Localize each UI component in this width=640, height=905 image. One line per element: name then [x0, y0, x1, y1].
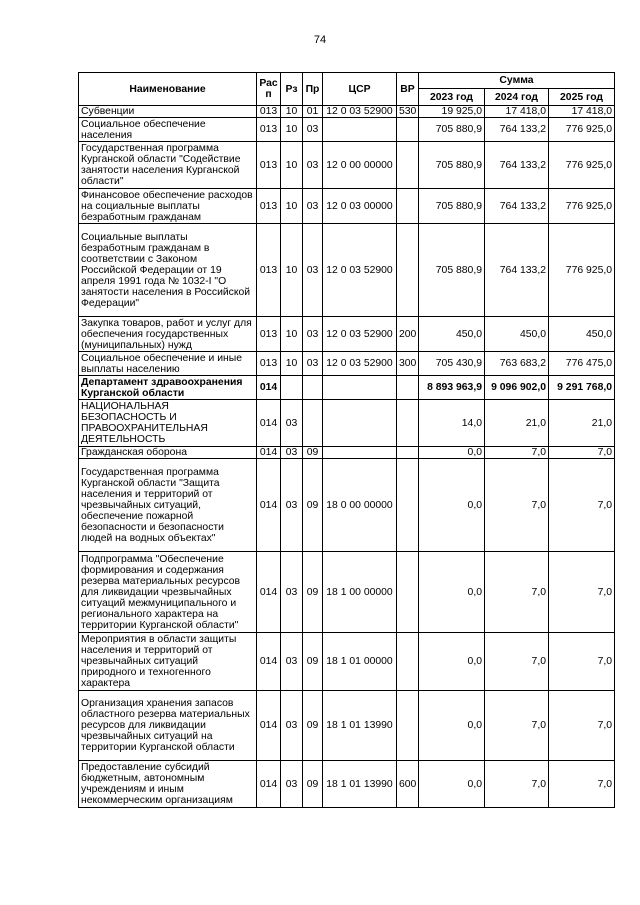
cell-csr: 18 1 01 00000 — [323, 633, 397, 691]
header-sum: Сумма — [419, 73, 615, 89]
cell-2025: 7,0 — [549, 447, 615, 459]
cell-rz: 10 — [281, 106, 303, 118]
cell-2024: 7,0 — [485, 761, 549, 808]
cell-vr: 200 — [397, 317, 419, 352]
cell-2023: 0,0 — [419, 447, 485, 459]
cell-rz: 10 — [281, 118, 303, 142]
cell-pr: 09 — [303, 447, 323, 459]
cell-rz: 03 — [281, 459, 303, 552]
header-vr: ВР — [397, 73, 419, 106]
cell-csr: 12 0 03 52900 — [323, 224, 397, 317]
cell-name: Государственная программа Курганской области "Содействие занятости населения Курганской области" — [79, 142, 257, 189]
cell-csr: 18 1 01 13990 — [323, 761, 397, 808]
cell-2023: 8 893 963,9 — [419, 376, 485, 400]
cell-csr — [323, 118, 397, 142]
cell-rz: 10 — [281, 352, 303, 376]
cell-2025: 776 925,0 — [549, 142, 615, 189]
cell-csr: 18 0 00 00000 — [323, 459, 397, 552]
cell-name: Государственная программа Курганской области "Защита населения и территорий от чрезвычайных ситуаций, обеспечение пожарной безопасности и безопасности людей на водных объектах" — [79, 459, 257, 552]
cell-name: Социальные выплаты безработным гражданам в соответствии с Законом Российской Федерации от 19 апреля 1991 года № 1032-I "О занятости населения в Российской Федерации" — [79, 224, 257, 317]
cell-csr: 12 0 03 52900 — [323, 317, 397, 352]
cell-2024: 764 133,2 — [485, 224, 549, 317]
cell-csr — [323, 400, 397, 447]
table-row — [79, 447, 615, 459]
cell-rz: 03 — [281, 761, 303, 808]
table-row — [79, 691, 615, 761]
cell-ras: 014 — [257, 633, 281, 691]
header-year-2024: 2024 год — [485, 89, 549, 106]
cell-name: Субвенции — [79, 106, 257, 118]
cell-csr: 18 1 01 13990 — [323, 691, 397, 761]
header-name: Наименование — [79, 73, 257, 106]
cell-vr — [397, 633, 419, 691]
table-row — [79, 761, 615, 808]
budget-table — [78, 72, 615, 808]
cell-pr: 09 — [303, 761, 323, 808]
cell-2023: 0,0 — [419, 691, 485, 761]
cell-2023: 705 880,9 — [419, 224, 485, 317]
cell-ras: 013 — [257, 118, 281, 142]
cell-vr — [397, 552, 419, 633]
cell-name: Департамент здравоохранения Курганской области — [79, 376, 257, 400]
table-row — [79, 189, 615, 224]
cell-2025: 7,0 — [549, 552, 615, 633]
cell-pr: 03 — [303, 118, 323, 142]
cell-ras: 013 — [257, 352, 281, 376]
cell-name: Гражданская оборона — [79, 447, 257, 459]
cell-vr — [397, 376, 419, 400]
cell-2025: 21,0 — [549, 400, 615, 447]
cell-rz: 10 — [281, 189, 303, 224]
cell-pr: 03 — [303, 317, 323, 352]
cell-ras: 013 — [257, 142, 281, 189]
table-row — [79, 317, 615, 352]
cell-2023: 705 880,9 — [419, 118, 485, 142]
table-row — [79, 352, 615, 376]
cell-pr: 09 — [303, 552, 323, 633]
cell-csr — [323, 447, 397, 459]
cell-rz: 03 — [281, 400, 303, 447]
cell-vr: 530 — [397, 106, 419, 118]
header-rz: Рз — [281, 73, 303, 106]
cell-csr — [323, 376, 397, 400]
cell-2023: 450,0 — [419, 317, 485, 352]
cell-ras: 014 — [257, 400, 281, 447]
cell-pr: 03 — [303, 224, 323, 317]
table-body — [79, 106, 615, 808]
cell-name: Предоставление субсидий бюджетным, автономным учреждениям и иным некоммерческим организациям — [79, 761, 257, 808]
cell-2023: 705 430,9 — [419, 352, 485, 376]
cell-pr: 09 — [303, 459, 323, 552]
cell-rz: 10 — [281, 142, 303, 189]
cell-2024: 764 133,2 — [485, 118, 549, 142]
cell-pr: 03 — [303, 189, 323, 224]
cell-2024: 764 133,2 — [485, 142, 549, 189]
cell-2024: 450,0 — [485, 317, 549, 352]
cell-pr: 03 — [303, 142, 323, 189]
cell-ras: 014 — [257, 691, 281, 761]
cell-2025: 7,0 — [549, 691, 615, 761]
cell-2024: 7,0 — [485, 633, 549, 691]
header-year-2025: 2025 год — [549, 89, 615, 106]
cell-2025: 776 925,0 — [549, 224, 615, 317]
table-row — [79, 376, 615, 400]
cell-2024: 7,0 — [485, 552, 549, 633]
cell-2024: 7,0 — [485, 459, 549, 552]
cell-2024: 21,0 — [485, 400, 549, 447]
header-ras — [257, 73, 281, 106]
cell-vr — [397, 691, 419, 761]
cell-2025: 17 418,0 — [549, 106, 615, 118]
cell-csr: 18 1 00 00000 — [323, 552, 397, 633]
cell-2024: 9 096 902,0 — [485, 376, 549, 400]
cell-pr: 09 — [303, 633, 323, 691]
cell-name: Социальное обеспечение населения — [79, 118, 257, 142]
cell-vr — [397, 400, 419, 447]
cell-2024: 7,0 — [485, 691, 549, 761]
cell-2023: 705 880,9 — [419, 142, 485, 189]
cell-2025: 776 475,0 — [549, 352, 615, 376]
cell-vr: 600 — [397, 761, 419, 808]
cell-ras: 013 — [257, 106, 281, 118]
cell-rz: 10 — [281, 317, 303, 352]
cell-vr — [397, 118, 419, 142]
header-ras-line1: Рас — [259, 78, 278, 89]
cell-vr — [397, 224, 419, 317]
header-csr: ЦСР — [323, 73, 397, 106]
header-year-2023: 2023 год — [419, 89, 485, 106]
cell-name: Финансовое обеспечение расходов на социальные выплаты безработным гражданам — [79, 189, 257, 224]
cell-vr: 300 — [397, 352, 419, 376]
cell-2025: 7,0 — [549, 633, 615, 691]
cell-pr — [303, 400, 323, 447]
cell-csr: 12 0 00 00000 — [323, 142, 397, 189]
cell-vr — [397, 459, 419, 552]
table-row — [79, 142, 615, 189]
cell-rz: 03 — [281, 633, 303, 691]
cell-ras: 013 — [257, 317, 281, 352]
cell-name: Социальное обеспечение и иные выплаты населению — [79, 352, 257, 376]
cell-2025: 7,0 — [549, 459, 615, 552]
cell-name: Организация хранения запасов областного резерва материальных ресурсов для ликвидации чрезвычайных ситуаций на территории Курганской области — [79, 691, 257, 761]
cell-csr: 12 0 03 00000 — [323, 189, 397, 224]
cell-2024: 17 418,0 — [485, 106, 549, 118]
cell-pr: 03 — [303, 352, 323, 376]
header-row-1 — [79, 73, 615, 89]
table-row — [79, 400, 615, 447]
cell-2023: 0,0 — [419, 552, 485, 633]
cell-name: НАЦИОНАЛЬНАЯ БЕЗОПАСНОСТЬ И ПРАВООХРАНИТЕЛЬНАЯ ДЕЯТЕЛЬНОСТЬ — [79, 400, 257, 447]
header-ras-line2: п — [265, 89, 272, 100]
cell-2023: 14,0 — [419, 400, 485, 447]
cell-2023: 0,0 — [419, 761, 485, 808]
cell-2025: 9 291 768,0 — [549, 376, 615, 400]
cell-rz: 03 — [281, 447, 303, 459]
table-row — [79, 106, 615, 118]
table-row — [79, 118, 615, 142]
cell-vr — [397, 447, 419, 459]
cell-vr — [397, 142, 419, 189]
cell-ras: 014 — [257, 447, 281, 459]
cell-rz — [281, 376, 303, 400]
cell-2025: 776 925,0 — [549, 189, 615, 224]
cell-pr: 01 — [303, 106, 323, 118]
table-row — [79, 459, 615, 552]
cell-2025: 7,0 — [549, 761, 615, 808]
cell-rz: 03 — [281, 691, 303, 761]
cell-ras: 014 — [257, 376, 281, 400]
cell-2025: 776 925,0 — [549, 118, 615, 142]
cell-ras: 014 — [257, 761, 281, 808]
header-pr: Пр — [303, 73, 323, 106]
cell-rz: 10 — [281, 224, 303, 317]
table-row — [79, 224, 615, 317]
cell-2025: 450,0 — [549, 317, 615, 352]
cell-2023: 19 925,0 — [419, 106, 485, 118]
cell-2023: 0,0 — [419, 459, 485, 552]
cell-name: Мероприятия в области защиты населения и территорий от чрезвычайных ситуаций природного и техногенного характера — [79, 633, 257, 691]
cell-name: Закупка товаров, работ и услуг для обеспечения государственных (муниципальных) нужд — [79, 317, 257, 352]
cell-pr — [303, 376, 323, 400]
cell-ras: 014 — [257, 552, 281, 633]
cell-ras: 013 — [257, 224, 281, 317]
cell-csr: 12 0 03 52900 — [323, 352, 397, 376]
cell-rz: 03 — [281, 552, 303, 633]
cell-name: Подпрограмма "Обеспечение формирования и содержания резерва материальных ресурсов для ликвидации чрезвычайных ситуаций межмуниципального и регионального характера на территории Курганской области" — [79, 552, 257, 633]
cell-ras: 014 — [257, 459, 281, 552]
table-row — [79, 552, 615, 633]
cell-2023: 0,0 — [419, 633, 485, 691]
page-number: 74 — [313, 34, 327, 46]
table-row — [79, 633, 615, 691]
cell-2024: 7,0 — [485, 447, 549, 459]
cell-2023: 705 880,9 — [419, 189, 485, 224]
cell-2024: 763 683,2 — [485, 352, 549, 376]
cell-2024: 764 133,2 — [485, 189, 549, 224]
cell-csr: 12 0 03 52900 — [323, 106, 397, 118]
cell-ras: 013 — [257, 189, 281, 224]
cell-vr — [397, 189, 419, 224]
cell-pr: 09 — [303, 691, 323, 761]
